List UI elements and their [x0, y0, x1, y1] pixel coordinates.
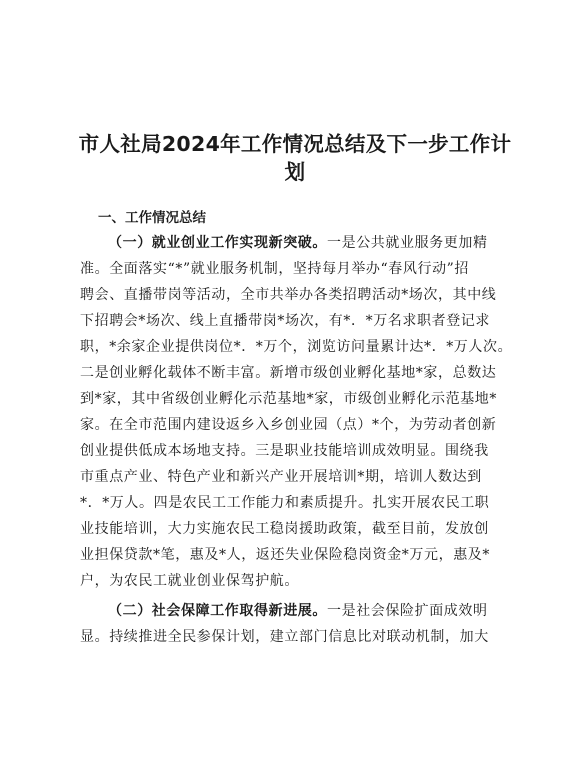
document-title [72, 130, 518, 186]
section-heading: 一、工作情况总结 [98, 210, 206, 226]
paragraph-line: 创业提供低成本场地支持。三是职业技能培训成效明显。围绕我 [80, 443, 489, 459]
paragraph-line: 职，*余家企业提供岗位*．*万个，浏览访问量累计达*．*万人次。 [80, 339, 513, 355]
paragraph-line: 家。在全市范围内建设返乡入乡创业园（点）*个，为劳动者创新 [80, 417, 497, 433]
paragraph-line [80, 230, 500, 256]
paragraph-line: 业技能培训，大力实施农民工稳岗援助政策，截至目前，发放创 [80, 521, 489, 537]
paragraph-text: 一是公共就业服务更加精 [327, 235, 488, 251]
paragraph-line: 户，为农民工就业创业保驾护航。 [80, 573, 299, 589]
paragraph-employment [0, 230, 513, 594]
paragraph-line: 二是创业孵化载体不断丰富。新增市级创业孵化基地*家，总数达 [80, 365, 497, 381]
paragraph-text: 一是社会保险扩面成效明 [327, 603, 488, 619]
title-line-1: 市人社局2024年工作情况总结及下一步工作计 [78, 132, 512, 156]
paragraph-line: 业担保贷款*笔，惠及*人，返还失业保险稳岗资金*万元，惠及* [80, 547, 490, 563]
paragraph-line: 下招聘会*场次、线上直播带岗*场次，有*．*万名求职者登记求 [80, 313, 490, 329]
paragraph-lead: （一）就业创业工作实现新突破。 [108, 235, 327, 251]
title-line-2: 划 [284, 160, 306, 184]
paragraph-line: 市重点产业、特色产业和新兴产业开展培训*期，培训人数达到 [80, 469, 482, 485]
paragraph-line: *．*万人。四是农民工工作能力和素质提升。扎实开展农民工职 [80, 495, 490, 511]
paragraph-line: 到*家，其中省级创业孵化示范基地*家，市级创业孵化示范基地* [80, 391, 497, 407]
paragraph-social-security [0, 598, 500, 650]
paragraph-line: 准。全面落实“*”就业服务机制，坚持每月举办“春风行动”招 [80, 261, 470, 277]
paragraph-line: 聘会、直播带岗等活动，全市共举办各类招聘活动*场次，其中线 [80, 287, 497, 303]
paragraph-lead: （二）社会保障工作取得新进展。 [108, 603, 327, 619]
paragraph-line [80, 598, 500, 624]
paragraph-line: 显。持续推进全民参保计划，建立部门信息比对联动机制，加大 [80, 629, 489, 645]
